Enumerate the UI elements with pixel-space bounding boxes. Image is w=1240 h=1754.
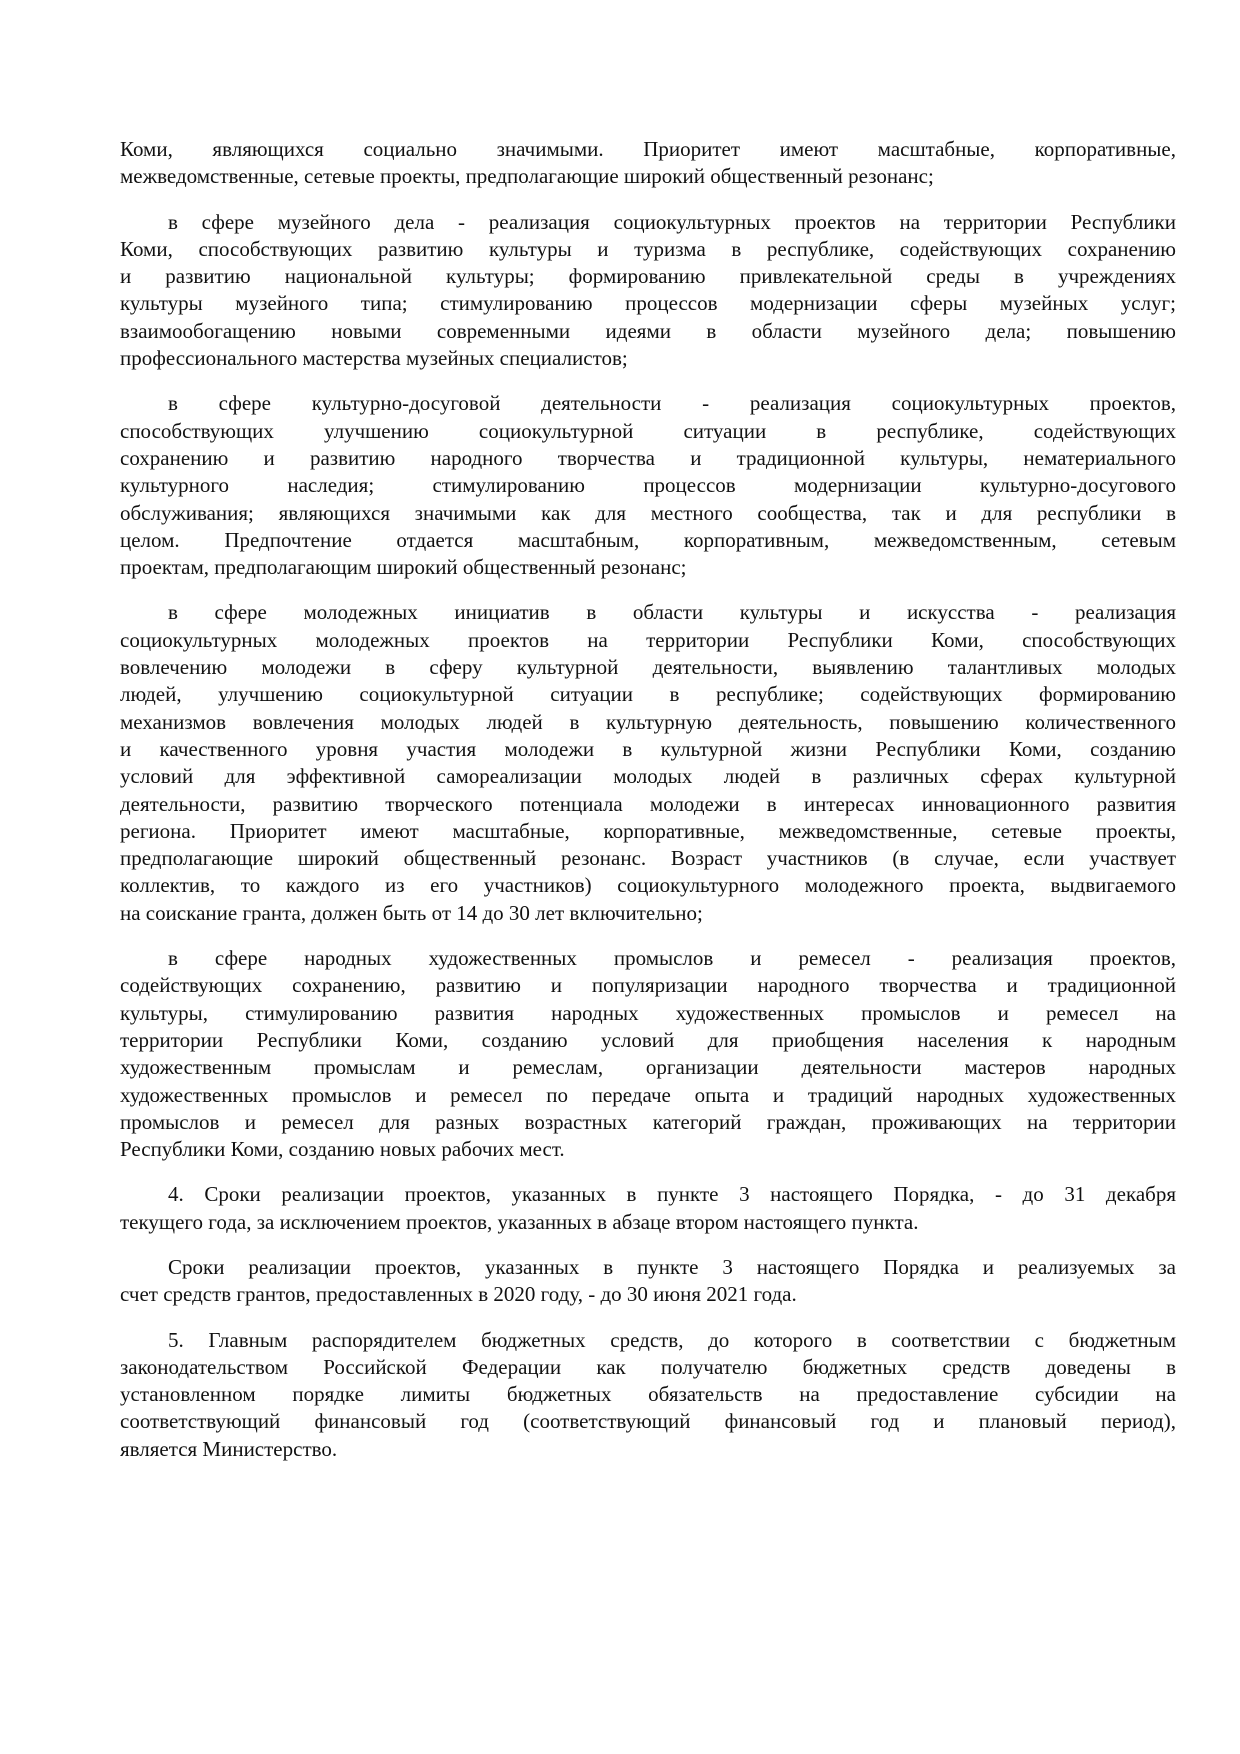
- paragraph: [120, 1327, 1176, 1463]
- text-line: культуры музейного типа; стимулированию процессов модернизации сферы музейных услуг;: [120, 291, 1176, 316]
- paragraph: [120, 390, 1176, 581]
- text-line: проектам, предполагающим широкий общественный резонанс;: [120, 555, 687, 580]
- text-line: предполагающие широкий общественный резонанс. Возраст участников (в случае, если участвует: [120, 846, 1176, 871]
- text-line: в сфере народных художественных промыслов и ремесел - реализация проектов,: [168, 946, 1176, 971]
- text-line: установленном порядке лимиты бюджетных обязательств на предоставление субсидии на: [120, 1382, 1176, 1407]
- text-line: законодательством Российской Федерации как получателю бюджетных средств доведены в: [120, 1354, 1176, 1379]
- paragraph: [120, 945, 1176, 1163]
- text-line: является Министерство.: [120, 1436, 338, 1461]
- text-line: в сфере музейного дела - реализация социокультурных проектов на территории Республики: [168, 209, 1176, 234]
- text-line: деятельности, развитию творческого потенциала молодежи в интересах инновационного развития: [120, 791, 1176, 816]
- text-line: региона. Приоритет имеют масштабные, корпоративные, межведомственные, сетевые проекты,: [120, 818, 1176, 843]
- text-line: условий для эффективной самореализации молодых людей в различных сферах культурной: [120, 764, 1176, 789]
- text-line: способствующих улучшению социокультурной ситуации в республике, содействующих: [120, 418, 1176, 443]
- text-line: и развитию национальной культуры; формированию привлекательной среды в учреждениях: [120, 264, 1176, 289]
- text-line: Республики Коми, созданию новых рабочих мест.: [120, 1137, 565, 1162]
- text-line: Коми, являющихся социально значимыми. Приоритет имеют масштабные, корпоративные,: [120, 137, 1176, 161]
- text-line: 4. Сроки реализации проектов, указанных в пункте 3 настоящего Порядка, - до 31 декабря: [168, 1182, 1176, 1207]
- text-line: профессионального мастерства музейных специалистов;: [120, 346, 628, 371]
- text-line: механизмов вовлечения молодых людей в культурную деятельность, повышению количественного: [120, 709, 1176, 734]
- text-line: культурного наследия; стимулированию процессов модернизации культурно-досугового: [120, 473, 1176, 498]
- text-line: в сфере культурно-досуговой деятельности - реализация социокультурных проектов,: [168, 391, 1176, 416]
- document-page: [120, 136, 1176, 1481]
- text-line: социокультурных молодежных проектов на территории Республики Коми, способствующих: [120, 627, 1176, 652]
- text-line: на соискание гранта, должен быть от 14 до 30 лет включительно;: [120, 900, 703, 925]
- text-line: соответствующий финансовый год (соответствующий финансовый год и плановый период),: [120, 1409, 1176, 1434]
- text-line: культуры, стимулированию развития народных художественных промыслов и ремесел на: [120, 1000, 1176, 1025]
- text-line: художественным промыслам и ремеслам, организации деятельности мастеров народных: [120, 1055, 1176, 1080]
- text-line: коллектив, то каждого из его участников) социокультурного молодежного проекта, выдвигаемого: [120, 873, 1176, 898]
- text-line: вовлечению молодежи в сферу культурной деятельности, выявлению талантливых молодых: [120, 655, 1176, 680]
- text-line: промыслов и ремесел для разных возрастных категорий граждан, проживающих на территории: [120, 1109, 1176, 1134]
- paragraph: [120, 209, 1176, 373]
- text-line: территории Республики Коми, созданию условий для приобщения населения к народным: [120, 1027, 1176, 1052]
- text-line: Сроки реализации проектов, указанных в пункте 3 настоящего Порядка и реализуемых за: [168, 1254, 1176, 1279]
- text-line: счет средств грантов, предоставленных в 2020 году, - до 30 июня 2021 года.: [120, 1282, 797, 1307]
- text-line: людей, улучшению социокультурной ситуации в республике; содействующих формированию: [120, 682, 1176, 707]
- text-line: содействующих сохранению, развитию и популяризации народного творчества и традиционной: [120, 973, 1176, 998]
- text-line: Коми, способствующих развитию культуры и туризма в республике, содействующих сохранению: [120, 236, 1176, 261]
- text-line: художественных промыслов и ремесел по передаче опыта и традиций народных художественных: [120, 1082, 1176, 1107]
- text-line: обслуживания; являющихся значимыми как для местного сообщества, так и для республики в: [120, 500, 1176, 525]
- text-line: и качественного уровня участия молодежи в культурной жизни Республики Коми, созданию: [120, 736, 1176, 761]
- text-line: 5. Главным распорядителем бюджетных средств, до которого в соответствии с бюджетным: [168, 1327, 1176, 1352]
- paragraph: [120, 1181, 1176, 1236]
- text-line: в сфере молодежных инициатив в области культуры и искусства - реализация: [168, 600, 1176, 625]
- paragraph: [120, 136, 1176, 191]
- text-line: текущего года, за исключением проектов, указанных в абзаце втором настоящего пункта.: [120, 1209, 919, 1234]
- text-line: взаимообогащению новыми современными идеями в области музейного дела; повышению: [120, 318, 1176, 343]
- paragraph: [120, 599, 1176, 927]
- text-line: целом. Предпочтение отдается масштабным, корпоративным, межведомственным, сетевым: [120, 527, 1176, 552]
- text-line: межведомственные, сетевые проекты, предполагающие широкий общественный резонанс;: [120, 164, 934, 189]
- text-line: сохранению и развитию народного творчества и традиционной культуры, нематериального: [120, 445, 1176, 470]
- paragraph: [120, 1254, 1176, 1309]
